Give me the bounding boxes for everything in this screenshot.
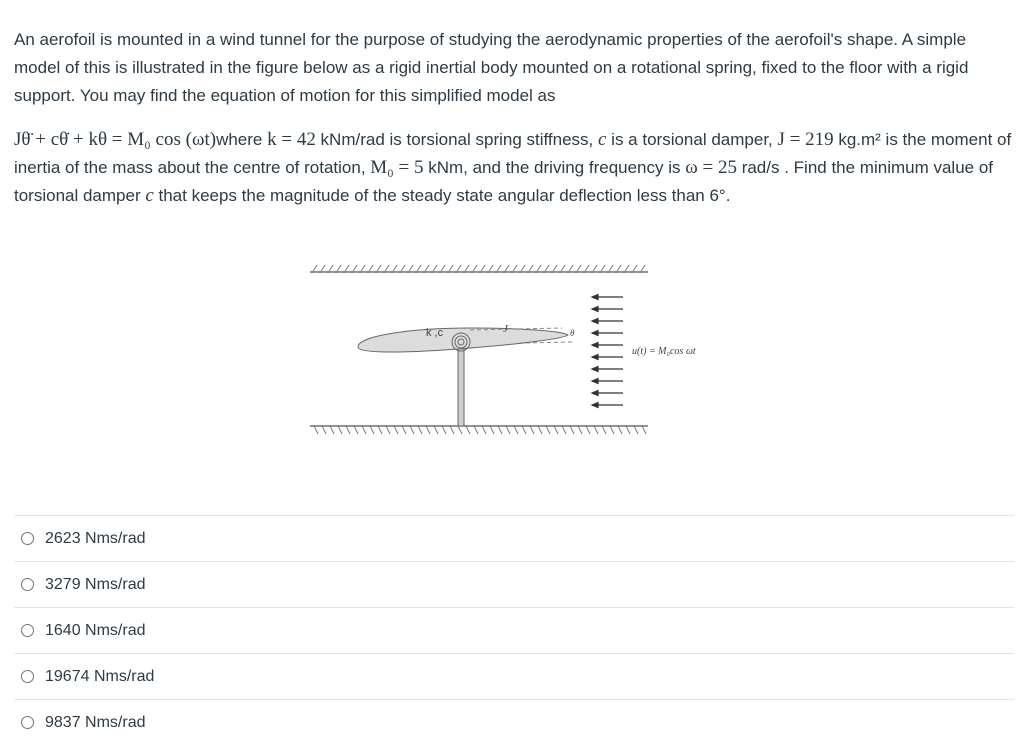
- c-symbol-2: c: [145, 185, 154, 206]
- answer-label: 9837 Nms/rad: [45, 713, 146, 731]
- label-j: J: [503, 323, 508, 335]
- question-intro: An aerofoil is mounted in a wind tunnel for the purpose of studying the aerodynamic properties of the aerofoil's shape. A simple model of this is illustrated in the figure below as a rigid inertial body mounted on a rotational spring, fixed to the floor with a rigid support. You may find the equation of motion for this simplified model as: [14, 30, 969, 105]
- aerofoil-diagram: [300, 256, 740, 442]
- c-symbol: c: [598, 129, 607, 150]
- aerofoil-figure: [300, 256, 740, 442]
- radio-button[interactable]: [21, 578, 34, 591]
- answer-options: [14, 515, 1014, 745]
- answer-option[interactable]: [14, 561, 1014, 607]
- answer-label: 3279 Nms/rad: [45, 575, 146, 593]
- answer-option[interactable]: [14, 607, 1014, 653]
- j-description: kg.m² is the moment of inertia of the mass about the centre of rotation,: [14, 130, 1012, 177]
- text-where: where: [216, 130, 263, 149]
- support-post: [458, 348, 464, 426]
- answer-label: 19674 Nms/rad: [45, 667, 155, 685]
- m0-value: M₀ = 5: [370, 157, 424, 178]
- label-force: u(t) = M₀cos ωt: [632, 346, 696, 357]
- question-body: [14, 126, 1014, 210]
- answer-label: 1640 Nms/rad: [45, 621, 146, 639]
- answer-option[interactable]: [14, 653, 1014, 699]
- floor-hatch: [314, 426, 646, 434]
- equation-of-motion: Jθ̈ + cθ̇ + kθ = M₀ cos (ωt): [14, 129, 217, 150]
- question-text: [14, 26, 1014, 210]
- radio-button[interactable]: [21, 670, 34, 683]
- radio-button[interactable]: [21, 716, 34, 729]
- answer-option[interactable]: [14, 515, 1014, 561]
- answer-option[interactable]: [14, 699, 1014, 745]
- j-value: J = 219: [777, 129, 834, 150]
- m0-description: kNm, and the driving frequency is: [423, 158, 686, 177]
- question-tail: that keeps the magnitude of the steady state angular deflection less than 6°.: [153, 186, 731, 205]
- airflow-arrows: [592, 295, 623, 408]
- omega-value: ω = 25: [685, 157, 737, 178]
- k-value: k = 42: [267, 129, 316, 150]
- answer-label: 2623 Nms/rad: [45, 529, 146, 547]
- k-description: kNm/rad is torsional spring stiffness,: [315, 130, 599, 149]
- label-kc: k ,c: [426, 327, 444, 339]
- c-description: is a torsional damper,: [606, 130, 778, 149]
- label-theta: θ: [570, 328, 575, 338]
- radio-button[interactable]: [21, 532, 34, 545]
- radio-button[interactable]: [21, 624, 34, 637]
- omega-description: rad/s . Find the minimum value of torsional damper: [14, 158, 994, 205]
